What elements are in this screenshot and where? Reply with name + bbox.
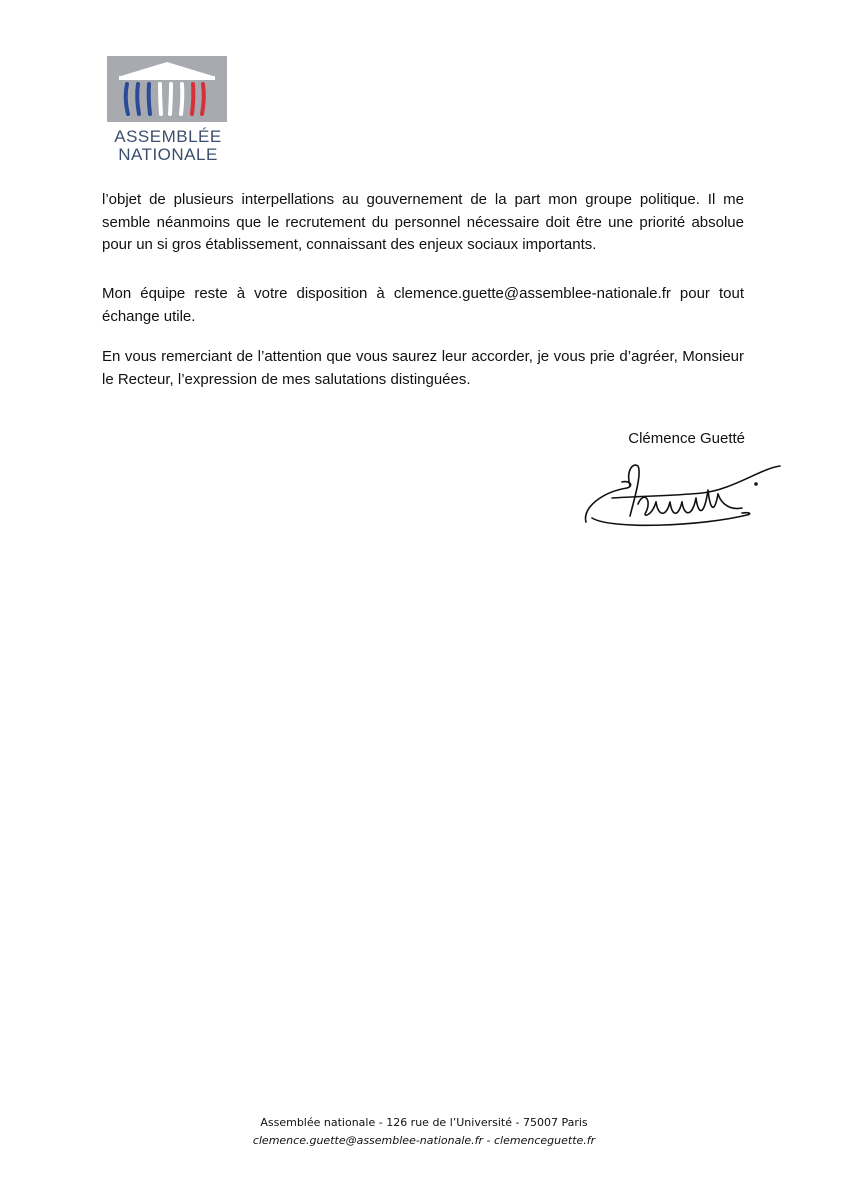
assemblee-nationale-logo [107,56,229,166]
footer-contact: clemence.guette@assemblee-nationale.fr - clemenceguette.fr [252,1134,596,1147]
letter-paragraph-2 [102,283,744,328]
paragraph-text: En vous remerciant de l’attention que vous saurez leur accorder, je vous prie d’agréer, Monsieur le Recteur, l’expression de mes salutations distinguées. [102,348,744,388]
letter-paragraph-3 [102,346,744,391]
logo-text-line2: NATIONALE [118,145,218,164]
hemicycle-icon [107,56,227,122]
handwritten-signature [582,460,782,532]
letter-paragraph-1 [102,189,744,257]
logo-emblem [107,56,227,122]
footer-address: Assemblée nationale - 126 rue de l’Université - 75007 Paris [260,1116,588,1129]
logo-text-line1: ASSEMBLÉE [114,127,222,146]
signatory-name: Clémence Guetté [628,430,745,447]
paragraph-text: Mon équipe reste à votre disposition à clemence.guette@assemblee-nationale.fr pour tout échange utile. [102,285,744,325]
paragraph-text: l’objet de plusieurs interpellations au gouvernement de la part mon groupe politique. Il me semble néanmoins que le recrutement du personnel nécessaire doit être une priorité absolue pour un si gros établissement, connaissant des enjeux sociaux importants. [102,191,744,253]
